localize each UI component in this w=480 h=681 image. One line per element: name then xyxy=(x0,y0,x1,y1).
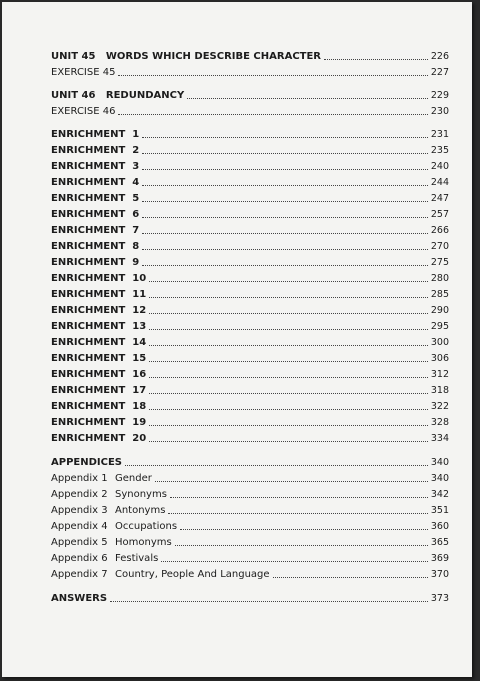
toc-entry-page: 328 xyxy=(430,417,449,428)
toc-entry-enrichment xyxy=(51,287,449,301)
toc-entry-page: 300 xyxy=(430,337,449,348)
dot-leader xyxy=(149,313,428,314)
toc-entry-appendices xyxy=(51,455,449,469)
toc-entry-enrichment xyxy=(51,351,449,365)
appendix-number: Appendix 7 xyxy=(51,569,108,580)
appendix-title: Festivals xyxy=(115,553,159,564)
appendix-title: Occupations xyxy=(115,521,178,532)
toc-entry-label: ENRICHMENT 19 xyxy=(51,417,147,428)
toc-entry-appendix xyxy=(51,519,449,533)
dot-leader xyxy=(149,345,428,346)
toc-entry-page: 340 xyxy=(430,473,449,484)
toc-entry-label: ENRICHMENT 10 xyxy=(51,273,147,284)
dot-leader xyxy=(149,281,428,282)
toc-entry-label: UNIT 45 WORDS WHICH DESCRIBE CHARACTER xyxy=(51,51,322,62)
dot-leader xyxy=(149,393,428,394)
dot-leader xyxy=(142,201,428,202)
toc-entry-label: APPENDICES xyxy=(51,457,122,468)
toc-entry-page: 229 xyxy=(430,90,449,101)
toc-entry-label: ENRICHMENT 16 xyxy=(51,369,147,380)
toc-entry-page: 369 xyxy=(430,553,449,564)
toc-entry-page: 266 xyxy=(430,225,449,236)
toc-entry-enrichment xyxy=(51,367,449,381)
dot-leader xyxy=(142,233,428,234)
toc-entry-label: ENRICHMENT 1 xyxy=(51,129,140,140)
appendix-title: Antonyms xyxy=(115,505,166,516)
toc-entry-enrichment xyxy=(51,335,449,349)
toc-entry-page: 360 xyxy=(430,521,449,532)
toc-entry-enrichment xyxy=(51,207,449,221)
toc-entry-page: 247 xyxy=(430,193,449,204)
toc-entry-label: ENRICHMENT 3 xyxy=(51,161,140,172)
toc-entry-enrichment xyxy=(51,271,449,285)
toc-entry-page: 270 xyxy=(430,241,449,252)
appendix-label xyxy=(51,505,165,517)
toc-entry-enrichment xyxy=(51,431,449,445)
appendix-title: Gender xyxy=(115,473,152,484)
toc-entry-label: EXERCISE 46 xyxy=(51,106,116,117)
toc-entry-appendix xyxy=(51,487,449,501)
dot-leader xyxy=(142,153,428,154)
toc-entry-page: 295 xyxy=(430,321,449,332)
dot-leader xyxy=(149,297,428,298)
toc-entry-answers xyxy=(51,591,449,605)
dot-leader xyxy=(149,409,428,410)
appendix-number: Appendix 4 xyxy=(51,521,108,532)
appendix-label xyxy=(51,569,270,581)
dot-leader xyxy=(324,59,428,60)
toc-entry-enrichment xyxy=(51,319,449,333)
toc-entry-appendix xyxy=(51,471,449,485)
dot-leader xyxy=(142,265,428,266)
appendix-label xyxy=(51,489,167,501)
toc-entry-page: 373 xyxy=(430,593,449,604)
toc-entry-enrichment xyxy=(51,143,449,157)
toc-entry-page: 290 xyxy=(430,305,449,316)
toc-entry-page: 244 xyxy=(430,177,449,188)
dot-leader xyxy=(142,249,428,250)
toc-entry-label: ENRICHMENT 14 xyxy=(51,337,147,348)
toc-entry-enrichment xyxy=(51,223,449,237)
dot-leader xyxy=(110,601,428,602)
dot-leader xyxy=(149,361,428,362)
appendix-number: Appendix 2 xyxy=(51,489,108,500)
toc-entry-page: 334 xyxy=(430,433,449,444)
toc-entry-page: 370 xyxy=(430,569,449,580)
dot-leader xyxy=(168,513,427,514)
toc-entry-enrichment xyxy=(51,239,449,253)
dot-leader xyxy=(118,114,427,115)
toc-entry-label: UNIT 46 REDUNDANCY xyxy=(51,90,185,101)
toc-entry-label: ENRICHMENT 11 xyxy=(51,289,147,300)
toc-entry-appendix xyxy=(51,551,449,565)
toc-entry-enrichment xyxy=(51,159,449,173)
toc-entry-page: 280 xyxy=(430,273,449,284)
toc-entry-enrichment xyxy=(51,399,449,413)
toc-entry-page: 231 xyxy=(430,129,449,140)
toc-entry-appendix xyxy=(51,503,449,517)
toc-entry-appendix xyxy=(51,535,449,549)
dot-leader xyxy=(142,137,428,138)
toc-entry-page: 230 xyxy=(430,106,449,117)
toc-entry-page: 318 xyxy=(430,385,449,396)
toc-entry-label: EXERCISE 45 xyxy=(51,67,116,78)
toc-entry-label: ENRICHMENT 2 xyxy=(51,145,140,156)
dot-leader xyxy=(149,425,428,426)
dot-leader xyxy=(155,481,428,482)
toc-entry-enrichment xyxy=(51,255,449,269)
toc-entry-label: ENRICHMENT 8 xyxy=(51,241,140,252)
appendix-number: Appendix 5 xyxy=(51,537,108,548)
dot-leader xyxy=(170,497,428,498)
toc-entry-enrichment xyxy=(51,191,449,205)
toc-entry-page: 312 xyxy=(430,369,449,380)
dot-leader xyxy=(118,75,427,76)
dot-leader xyxy=(273,577,428,578)
toc-entry-label: ENRICHMENT 18 xyxy=(51,401,147,412)
dot-leader xyxy=(161,561,428,562)
toc-entry-label: ENRICHMENT 15 xyxy=(51,353,147,364)
toc-entry-label: ANSWERS xyxy=(51,593,108,604)
toc-entry-exercise-45 xyxy=(51,65,449,79)
appendix-number: Appendix 3 xyxy=(51,505,108,516)
toc-entry-label: ENRICHMENT 7 xyxy=(51,225,140,236)
appendix-title: Country, People And Language xyxy=(115,569,270,580)
toc-entry-enrichment xyxy=(51,127,449,141)
toc-entry-page: 351 xyxy=(430,505,449,516)
dot-leader xyxy=(149,441,428,442)
dot-leader xyxy=(175,545,428,546)
toc-entry-page: 275 xyxy=(430,257,449,268)
toc-entry-label: ENRICHMENT 20 xyxy=(51,433,147,444)
appendix-label xyxy=(51,521,177,533)
toc-entry-appendix xyxy=(51,567,449,581)
toc-entry-page: 227 xyxy=(430,67,449,78)
dot-leader xyxy=(142,185,428,186)
dot-leader xyxy=(149,329,428,330)
appendix-number: Appendix 1 xyxy=(51,473,108,484)
dot-leader xyxy=(187,98,428,99)
toc-entry-page: 240 xyxy=(430,161,449,172)
appendix-title: Synonyms xyxy=(115,489,167,500)
toc-entry-enrichment xyxy=(51,303,449,317)
toc-entry-label: ENRICHMENT 4 xyxy=(51,177,140,188)
toc-entry-unit-46 xyxy=(51,88,449,102)
dot-leader xyxy=(142,169,428,170)
toc-entry-page: 342 xyxy=(430,489,449,500)
dot-leader xyxy=(142,217,428,218)
toc-entry-label: ENRICHMENT 13 xyxy=(51,321,147,332)
appendix-label xyxy=(51,537,172,549)
toc-entry-page: 226 xyxy=(430,51,449,62)
toc-entry-label: ENRICHMENT 9 xyxy=(51,257,140,268)
appendix-title: Homonyms xyxy=(115,537,172,548)
toc-entry-page: 340 xyxy=(430,457,449,468)
dot-leader xyxy=(125,465,428,466)
toc-entry-enrichment xyxy=(51,383,449,397)
toc-entry-enrichment xyxy=(51,415,449,429)
toc-entry-page: 235 xyxy=(430,145,449,156)
toc-entry-page: 257 xyxy=(430,209,449,220)
toc-entry-page: 365 xyxy=(430,537,449,548)
dot-leader xyxy=(180,529,428,530)
dot-leader xyxy=(149,377,428,378)
document-page xyxy=(2,2,472,677)
toc-entry-page: 285 xyxy=(430,289,449,300)
toc-entry-label: ENRICHMENT 5 xyxy=(51,193,140,204)
toc-entry-page: 322 xyxy=(430,401,449,412)
appendix-label xyxy=(51,473,152,485)
toc-entry-unit-45 xyxy=(51,49,449,63)
toc-entry-exercise-46 xyxy=(51,104,449,118)
appendix-label xyxy=(51,553,158,565)
toc-entry-label: ENRICHMENT 6 xyxy=(51,209,140,220)
appendix-number: Appendix 6 xyxy=(51,553,108,564)
toc-entry-enrichment xyxy=(51,175,449,189)
toc-entry-label: ENRICHMENT 17 xyxy=(51,385,147,396)
toc-entry-page: 306 xyxy=(430,353,449,364)
toc-entry-label: ENRICHMENT 12 xyxy=(51,305,147,316)
